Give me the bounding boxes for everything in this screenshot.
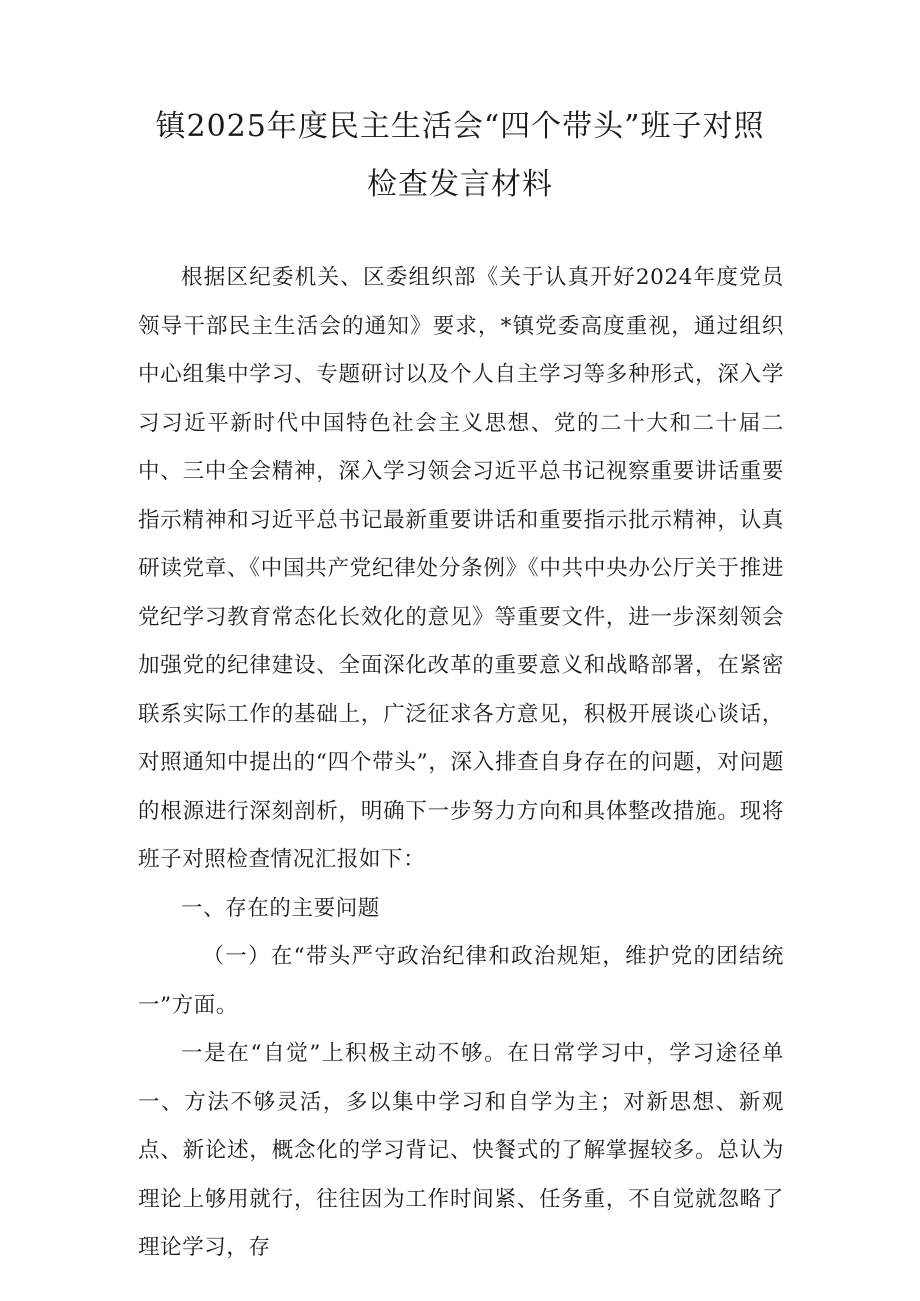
title-line-1: 镇2025年度民主生活会“四个带头”班子对照 [155, 109, 765, 144]
title-line-2: 检查发言材料 [367, 167, 553, 202]
body-paragraph: 一是在“自觉”上积极主动不够。在日常学习中，学习途径单一、方法不够灵活，多以集中学习和自学为主；对新思想、新观点、新论述，概念化的学习背记、快餐式的了解掌握较多。总认为理论上够用就行，往往因为工作时间紧、任务重，不自觉就忽略了理论学习，存 [138, 1041, 784, 1260]
document-body [138, 254, 784, 1273]
document-title [120, 98, 800, 214]
subsection-heading: （一）在“带头严守政治纪律和政治规矩，维护党的团结统一”方面。 [138, 944, 784, 1018]
intro-paragraph: 根据区纪委机关、区委组织部《关于认真开好2024年度党员领导干部民主生活会的通知》要求，*镇党委高度重视，通过组织中心组集中学习、专题研讨以及个人自主学习等多种形式，深入学习习近平新时代中国特色社会主义思想、党的二十大和二十届二中、三中全会精神，深入学习领会习近平总书记视察重要讲话重要指示精神和习近平总书记最新重要讲话和重要指示批示精神，认真研读党章、《中国共产党纪律处分条例》《中共中央办公厅关于推进党纪学习教育常态化长效化的意见》等重要文件，进一步深刻领会加强党的纪律建设、全面深化改革的重要意义和战略部署，在紧密联系实际工作的基础上，广泛征求各方意见，积极开展谈心谈话，对照通知中提出的“四个带头”，深入排查自身存在的问题，对问题的根源进行深刻剖析，明确下一步努力方向和具体整改措施。现将班子对照检查情况汇报如下： [138, 265, 784, 872]
section-heading: 一、存在的主要问题 [181, 895, 380, 921]
